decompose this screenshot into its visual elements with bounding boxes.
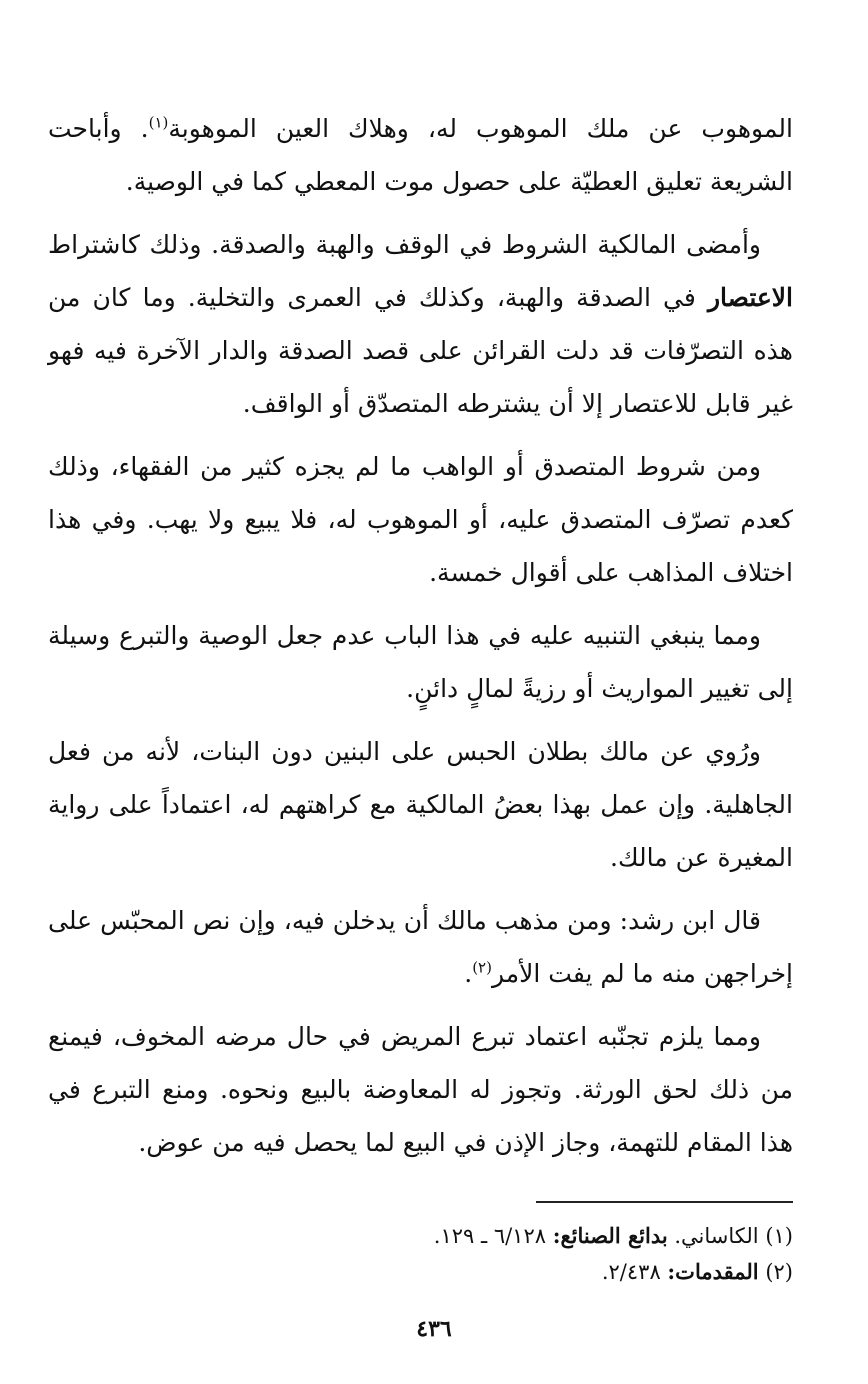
footnote-reference: ٦/١٢٨ ـ ١٢٩. — [433, 1224, 553, 1248]
footnote — [48, 1254, 793, 1290]
paragraph — [48, 218, 793, 430]
paragraph-text: الموهوب عن ملك الموهوب له، وهلاك العين الموهوبة — [168, 114, 793, 143]
page-number: ٤٣٦ — [416, 1316, 452, 1342]
footnote — [48, 1218, 793, 1254]
paragraph: ورُوي عن مالك بطلان الحبس على البنين دون البنات، لأنه من فعل الجاهلية. وإن عمل بهذا بعضُ المالكية مع كراهتهم له، اعتماداً على رواية المغيرة عن مالك. — [48, 737, 793, 872]
footnote-number: (٢) — [765, 1260, 793, 1284]
footnote-reference: ٢/٤٣٨. — [601, 1260, 668, 1284]
footnote-ref: (١) — [148, 113, 169, 132]
paragraph — [48, 894, 793, 1000]
footnote-title: بدائع الصنائع: — [552, 1223, 668, 1248]
paragraph-text: قال ابن رشد: ومن مذهب مالك أن يدخلن فيه، وإن نص المحبّس على إخراجهن منه ما لم يفت الأمر — [48, 906, 793, 988]
footnote-separator — [536, 1201, 793, 1203]
footnote-author: الكاساني. — [667, 1224, 766, 1248]
paragraph: ومما ينبغي التنبيه عليه في هذا الباب عدم جعل الوصية والتبرع وسيلة إلى تغيير المواريث أو رزيةً لمالٍ دائنٍ. — [48, 621, 793, 703]
paragraph — [48, 102, 793, 208]
paragraph-text: في الصدقة والهبة، وكذلك في العمرى والتخلية. وما كان من هذه التصرّفات قد دلت القرائن على قصد الصدقة والدار الآخرة فيه فهو غير قابل للاعتصار إلا أن يشترطه المتصدّق أو الواقف. — [48, 283, 793, 418]
footnotes — [48, 1218, 793, 1290]
main-text — [48, 102, 793, 1179]
paragraph: ومما يلزم تجنّبه اعتماد تبرع المريض في حال مرضه المخوف، فيمنع من ذلك لحق الورثة. وتجوز له المعاوضة بالبيع ونحوه. ومنع التبرع في هذا المقام للتهمة، وجاز الإذن في البيع لما يحصل فيه من عوض. — [48, 1022, 793, 1157]
footnote-number: (١) — [765, 1224, 793, 1248]
paragraph-text: . — [464, 959, 473, 988]
footnote-ref: (٢) — [472, 958, 492, 977]
paragraph-text: . وأباحت الشريعة تعليق العطيّة على حصول موت المعطي كما في الوصية. — [48, 114, 793, 196]
footnote-title: المقدمات: — [667, 1259, 759, 1284]
paragraph: ومن شروط المتصدق أو الواهب ما لم يجزه كثير من الفقهاء، وذلك كعدم تصرّف المتصدق عليه، أو الموهوب له، فلا يبيع ولا يهب. وفي هذا اختلاف المذاهب على أقوال خمسة. — [48, 452, 793, 587]
bold-term: الاعتصار — [707, 283, 793, 312]
paragraph-text: وأمضى المالكية الشروط في الوقف والهبة والصدقة. وذلك كاشتراط — [48, 230, 761, 259]
